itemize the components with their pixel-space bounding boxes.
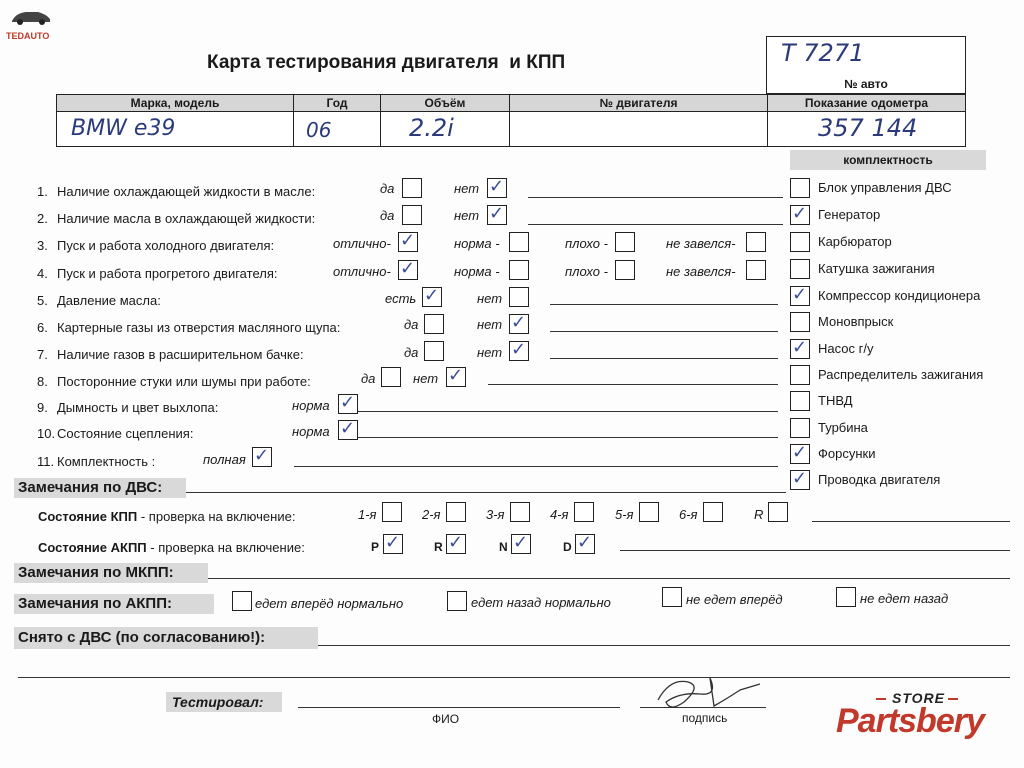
q2-net-checkbox[interactable] bbox=[487, 205, 507, 225]
q10-norma-tick: ✓ bbox=[340, 418, 356, 439]
kpp-gear-label-4: 4-я bbox=[550, 507, 569, 522]
q5-est-label: есть bbox=[385, 291, 417, 306]
q3-ne-zavelsya-checkbox[interactable] bbox=[746, 232, 766, 252]
q3-otlichno-tick: ✓ bbox=[400, 230, 416, 251]
q8-net-label: нет bbox=[413, 371, 439, 386]
q11-polnaya-tick: ✓ bbox=[254, 445, 270, 466]
q8-da-checkbox[interactable] bbox=[381, 367, 401, 387]
q4-norma-label: норма - bbox=[454, 264, 500, 279]
q3-ploho-label: плохо - bbox=[565, 236, 608, 251]
q1-net-checkbox[interactable] bbox=[487, 178, 507, 198]
q1-line bbox=[528, 197, 783, 198]
q11-polnaya-checkbox[interactable] bbox=[252, 447, 272, 467]
q3-norma-label: норма - bbox=[454, 236, 500, 251]
q4-norma-checkbox[interactable] bbox=[509, 260, 529, 280]
q3-ploho-checkbox[interactable] bbox=[615, 232, 635, 252]
brand-name: TEDAUTO bbox=[6, 31, 50, 41]
akpp-gear-checkbox-1[interactable] bbox=[383, 534, 403, 554]
val-make-model bbox=[56, 111, 294, 147]
akpp-opt-backward-label: едет назад нормально bbox=[471, 595, 611, 610]
akpp-row-label bbox=[38, 540, 305, 555]
question-7 bbox=[37, 347, 304, 362]
akpp-opt-forward-label: едет вперёд нормально bbox=[255, 596, 404, 611]
q9-norma-label: норма bbox=[292, 398, 330, 413]
akpp-opt-no-backward-label: не едет назад bbox=[860, 591, 949, 606]
col-volume: Объём bbox=[380, 94, 510, 112]
q1-net-label: нет bbox=[454, 181, 480, 196]
kpp-gear-label-1: 1-я bbox=[358, 507, 377, 522]
q2-line bbox=[528, 224, 783, 225]
q7-net-label: нет bbox=[477, 345, 503, 360]
question-10 bbox=[37, 426, 193, 441]
fio-line bbox=[298, 707, 620, 708]
remarks-mkpp-label: Замечания по МКПП: bbox=[14, 563, 208, 583]
akpp-gear-label-4: D bbox=[563, 540, 572, 554]
q4-otlichno-label: отлично- bbox=[333, 264, 391, 279]
question-11 bbox=[37, 454, 155, 469]
question-number: 8. bbox=[37, 374, 48, 389]
komplekt-checkbox-4[interactable] bbox=[790, 259, 810, 279]
akpp-gear-tick: ✓ bbox=[448, 532, 464, 553]
val-make-model-text: BMW e39 bbox=[71, 116, 176, 141]
komplekt-label-10: Турбина bbox=[818, 420, 868, 435]
kpp-gear-label-2: 2-я bbox=[422, 507, 441, 522]
question-text: Наличие охлаждающей жидкости в масле: bbox=[57, 184, 316, 199]
removed-line-2 bbox=[18, 677, 1010, 678]
q10-line bbox=[358, 437, 778, 438]
removed-label: Снято с ДВС (по согласованию!): bbox=[14, 627, 318, 649]
car-icon bbox=[6, 6, 56, 26]
question-number: 7. bbox=[37, 347, 48, 362]
akpp-opt-forward-checkbox[interactable] bbox=[232, 591, 252, 611]
komplekt-checkbox-1[interactable] bbox=[790, 178, 810, 198]
akpp-line bbox=[620, 550, 1010, 551]
akpp-gear-tick: ✓ bbox=[577, 532, 593, 553]
akpp-gear-checkbox-2[interactable] bbox=[446, 534, 466, 554]
q1-da-checkbox[interactable] bbox=[402, 178, 422, 198]
komplekt-label-9: ТНВД bbox=[818, 393, 853, 408]
q2-da-label: да bbox=[380, 208, 395, 223]
q11-line bbox=[294, 466, 778, 467]
akpp-gear-label-3: N bbox=[499, 540, 508, 554]
kpp-gear-checkbox-7[interactable] bbox=[768, 502, 788, 522]
komplekt-tick: ✓ bbox=[792, 442, 808, 463]
komplekt-label-8: Распределитель зажигания bbox=[818, 367, 984, 382]
q6-da-label: да bbox=[404, 317, 419, 332]
komplekt-title: комплектность bbox=[790, 150, 986, 170]
komplekt-label-6: Моновпрыск bbox=[818, 314, 894, 329]
komplekt-label-4: Катушка зажигания bbox=[818, 261, 935, 276]
remarks-mkpp-line bbox=[208, 578, 1010, 579]
question-text: Комплектность : bbox=[57, 454, 156, 469]
kpp-gear-label-3: 3-я bbox=[486, 507, 505, 522]
col-odometer: Показание одометра bbox=[767, 94, 966, 112]
komplekt-label-11: Форсунки bbox=[818, 446, 876, 461]
kpp-gear-checkbox-2[interactable] bbox=[446, 502, 466, 522]
komplekt-tick: ✓ bbox=[792, 284, 808, 305]
q1-net-tick: ✓ bbox=[489, 176, 505, 197]
kpp-gear-checkbox-6[interactable] bbox=[703, 502, 723, 522]
question-text: Давление масла: bbox=[57, 293, 161, 308]
q3-otlichno-label: отлично- bbox=[333, 236, 391, 251]
question-6 bbox=[37, 320, 340, 335]
q4-otlichno-checkbox[interactable] bbox=[398, 260, 418, 280]
q3-ne-zavelsya-label: не завелся- bbox=[666, 236, 736, 251]
col-year: Год bbox=[293, 94, 381, 112]
komplekt-checkbox-7[interactable] bbox=[790, 339, 810, 359]
komplekt-tick: ✓ bbox=[792, 337, 808, 358]
komplekt-label-2: Генератор bbox=[818, 207, 881, 222]
question-number: 4. bbox=[37, 266, 48, 281]
komplekt-checkbox-2[interactable] bbox=[790, 205, 810, 225]
kpp-gear-checkbox-4[interactable] bbox=[574, 502, 594, 522]
akpp-gear-tick: ✓ bbox=[513, 532, 529, 553]
q10-norma-label: норма bbox=[292, 424, 330, 439]
remarks-akpp-label: Замечания по АКПП: bbox=[14, 594, 214, 614]
store-name: Partsbery bbox=[836, 702, 984, 740]
car-number-label: № авто bbox=[844, 77, 888, 91]
col-make-model: Марка, модель bbox=[56, 94, 294, 112]
question-number: 9. bbox=[37, 400, 48, 415]
q7-da-label: да bbox=[404, 345, 419, 360]
q5-est-tick: ✓ bbox=[424, 285, 440, 306]
komplekt-checkbox-11[interactable] bbox=[790, 444, 810, 464]
question-2 bbox=[37, 211, 315, 226]
question-number: 3. bbox=[37, 238, 48, 253]
akpp-opt-no-backward-checkbox[interactable] bbox=[836, 587, 856, 607]
val-year-text: 06 bbox=[306, 118, 332, 142]
q5-net-checkbox[interactable] bbox=[509, 287, 529, 307]
removed-line-1 bbox=[318, 645, 1010, 646]
komplekt-label-12: Проводка двигателя bbox=[818, 472, 941, 487]
q9-norma-tick: ✓ bbox=[340, 392, 356, 413]
kpp-line bbox=[812, 521, 1010, 522]
question-text: Наличие газов в расширительном бачке: bbox=[57, 347, 304, 362]
store-accent-left bbox=[876, 698, 886, 700]
val-volume bbox=[380, 111, 510, 147]
q6-net-label: нет bbox=[477, 317, 503, 332]
akpp-gear-tick: ✓ bbox=[385, 532, 401, 553]
fio-label: ФИО bbox=[432, 712, 460, 726]
question-8 bbox=[37, 374, 311, 389]
komplekt-checkbox-8[interactable] bbox=[790, 365, 810, 385]
val-odometer bbox=[767, 111, 966, 147]
kpp-gear-checkbox-5[interactable] bbox=[639, 502, 659, 522]
akpp-gear-checkbox-3[interactable] bbox=[511, 534, 531, 554]
question-number: 2. bbox=[37, 211, 48, 226]
brand-logo bbox=[6, 6, 56, 41]
question-4 bbox=[37, 266, 277, 281]
komplekt-label-7: Насос г/у bbox=[818, 341, 874, 356]
val-year bbox=[293, 111, 381, 147]
q10-norma-checkbox[interactable] bbox=[338, 420, 358, 440]
remarks-dvs-label: Замечания по ДВС: bbox=[14, 478, 186, 498]
question-1 bbox=[37, 184, 315, 199]
komplekt-checkbox-10[interactable] bbox=[790, 418, 810, 438]
question-text: Пуск и работа прогретого двигателя: bbox=[57, 266, 278, 281]
q4-ne-zavelsya-label: не завелся- bbox=[666, 264, 736, 279]
q4-ploho-checkbox[interactable] bbox=[615, 260, 635, 280]
q2-net-tick: ✓ bbox=[489, 203, 505, 224]
q8-net-checkbox[interactable] bbox=[446, 367, 466, 387]
q8-net-tick: ✓ bbox=[448, 365, 464, 386]
question-number: 1. bbox=[37, 184, 48, 199]
store-top: STORE bbox=[892, 690, 945, 706]
q7-net-tick: ✓ bbox=[511, 339, 527, 360]
question-text: Наличие масла в охлаждающей жидкости: bbox=[57, 211, 316, 226]
question-text: Пуск и работа холодного двигателя: bbox=[57, 238, 275, 253]
question-text: Картерные газы из отверстия масляного щупа: bbox=[57, 320, 341, 335]
kpp-row-label bbox=[38, 509, 295, 524]
akpp-gear-label-1: P bbox=[371, 540, 380, 554]
q5-net-label: нет bbox=[477, 291, 503, 306]
komplekt-checkbox-6[interactable] bbox=[790, 312, 810, 332]
akpp-opt-backward-checkbox[interactable] bbox=[447, 591, 467, 611]
akpp-gear-label-2: R bbox=[434, 540, 443, 554]
q2-net-label: нет bbox=[454, 208, 480, 223]
q6-line bbox=[550, 331, 778, 332]
car-number-value: Т 7271 bbox=[781, 39, 865, 67]
komplekt-checkbox-3[interactable] bbox=[790, 232, 810, 252]
q8-da-label: да bbox=[361, 371, 376, 386]
q4-ne-zavelsya-checkbox[interactable] bbox=[746, 260, 766, 280]
signature-label: подпись bbox=[682, 711, 728, 725]
q5-line bbox=[550, 304, 778, 305]
question-5 bbox=[37, 293, 161, 308]
komplekt-label-5: Компрессор кондиционера bbox=[818, 288, 981, 303]
akpp-opt-no-forward-checkbox[interactable] bbox=[662, 587, 682, 607]
komplekt-checkbox-12[interactable] bbox=[790, 470, 810, 490]
kpp-rest: - проверка на включение: bbox=[137, 509, 296, 524]
kpp-gear-checkbox-3[interactable] bbox=[510, 502, 530, 522]
question-number: 5. bbox=[37, 293, 48, 308]
car-number-box bbox=[766, 36, 966, 94]
q3-otlichno-checkbox[interactable] bbox=[398, 232, 418, 252]
question-text: Дымность и цвет выхлопа: bbox=[57, 400, 219, 415]
q7-net-checkbox[interactable] bbox=[509, 341, 529, 361]
q5-est-checkbox[interactable] bbox=[422, 287, 442, 307]
akpp-rest: - проверка на включение: bbox=[146, 540, 305, 555]
kpp-gear-checkbox-1[interactable] bbox=[382, 502, 402, 522]
store-logo bbox=[836, 690, 1006, 750]
kpp-label: Состояние КПП bbox=[38, 509, 138, 524]
komplekt-checkbox-5[interactable] bbox=[790, 286, 810, 306]
q9-norma-checkbox[interactable] bbox=[338, 394, 358, 414]
question-3 bbox=[37, 238, 274, 253]
komplekt-checkbox-9[interactable] bbox=[790, 391, 810, 411]
question-number: 10. bbox=[37, 426, 56, 441]
tested-label: Тестировал: bbox=[166, 692, 282, 712]
q6-net-tick: ✓ bbox=[511, 312, 527, 333]
q6-da-checkbox[interactable] bbox=[424, 314, 444, 334]
komplekt-tick: ✓ bbox=[792, 468, 808, 489]
col-engine-number: № двигателя bbox=[509, 94, 768, 112]
store-accent-right bbox=[948, 698, 958, 700]
kpp-gear-label-5: 5-я bbox=[615, 507, 634, 522]
q1-da-label: да bbox=[380, 181, 395, 196]
remarks-dvs-line bbox=[186, 492, 786, 493]
val-volume-text: 2.2i bbox=[409, 114, 454, 142]
kpp-gear-label-6: 6-я bbox=[679, 507, 698, 522]
komplekt-tick: ✓ bbox=[792, 203, 808, 224]
signature-scribble bbox=[640, 672, 770, 716]
question-number: 11. bbox=[37, 454, 55, 469]
val-odometer-text: 357 144 bbox=[818, 114, 918, 142]
question-text: Посторонние стуки или шумы при работе: bbox=[57, 374, 311, 389]
akpp-gear-checkbox-4[interactable] bbox=[575, 534, 595, 554]
kpp-gear-label-7: R bbox=[754, 507, 764, 522]
akpp-opt-no-forward-label: не едет вперёд bbox=[686, 592, 783, 607]
q11-polnaya-label: полная bbox=[203, 452, 246, 467]
q8-line bbox=[488, 384, 778, 385]
question-number: 6. bbox=[37, 320, 48, 335]
question-9 bbox=[37, 400, 218, 415]
page-title: Карта тестирования двигателя и КПП bbox=[207, 52, 566, 73]
q7-line bbox=[550, 358, 778, 359]
q4-ploho-label: плохо - bbox=[565, 264, 608, 279]
akpp-label: Состояние АКПП bbox=[38, 540, 147, 555]
q6-net-checkbox[interactable] bbox=[509, 314, 529, 334]
komplekt-label-1: Блок управления ДВС bbox=[818, 180, 952, 195]
q7-da-checkbox[interactable] bbox=[424, 341, 444, 361]
q4-otlichno-tick: ✓ bbox=[400, 258, 416, 279]
question-text: Состояние сцепления: bbox=[57, 426, 194, 441]
q9-line bbox=[358, 411, 778, 412]
val-engine-number bbox=[509, 111, 768, 147]
q3-norma-checkbox[interactable] bbox=[509, 232, 529, 252]
q2-da-checkbox[interactable] bbox=[402, 205, 422, 225]
komplekt-label-3: Карбюратор bbox=[818, 234, 892, 249]
